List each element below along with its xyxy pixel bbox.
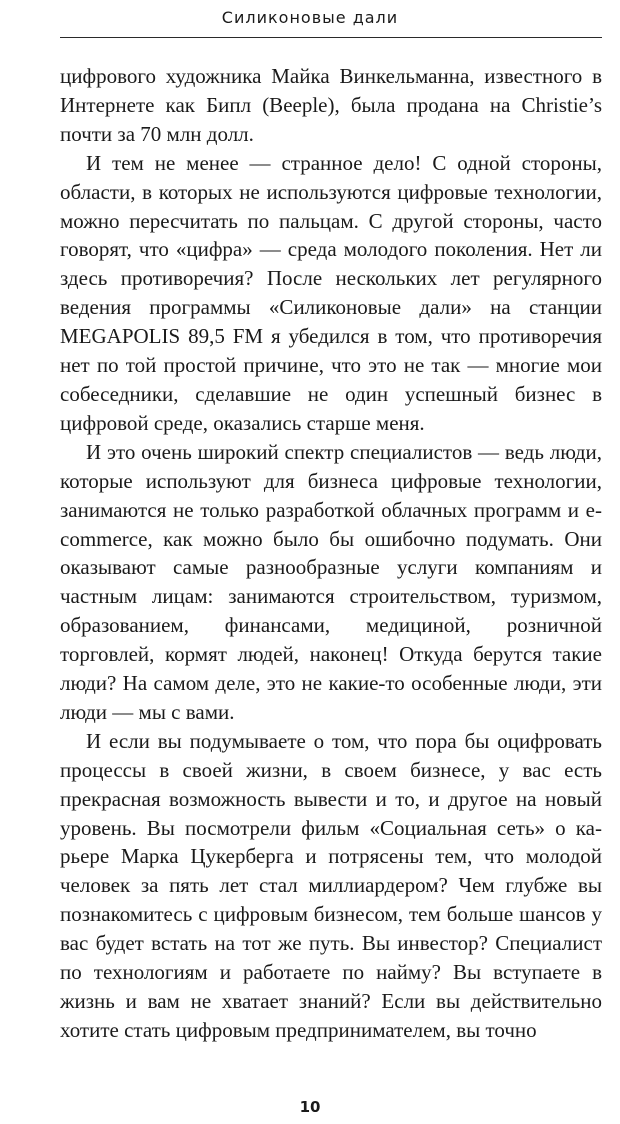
paragraph-2: И тем не менее — странное дело! С одной стороны, области, в которых не используются цифровые технологии, можно пересчитать по пальцам. С другой стороны, часто говорят, что «цифра» — среда молодого поколения. Нет ли здесь противоречия? После нескольких лет регулярного ведения программы «Силиконовые дали» на станции MEGAPOLIS 89,5 FM я убедился в том, что противоречия нет по той простой причине, что это не так — многие мои собеседники, сделавшие не один успешный бизнес в цифровой среде, оказались старше меня. bbox=[60, 150, 602, 435]
paragraph-1: цифрового художника Майка Винкельманна, известного в Интернете как Бипл (Beeple), была продана на Christie’s почти за 70 млн долл. bbox=[60, 64, 602, 146]
paragraph-4: И если вы подумываете о том, что пора бы оцифровать процессы в своей жизни, в своем бизнесе, у вас есть прекрасная возможность вывести и то, и другое на новый уровень. Вы посмотрели фильм «Социальная сеть» о карьере Марка Цукерберга и потрясены тем, что молодой человек за пять лет стал миллиардером? Чем глубже вы познакомитесь с цифровым бизнесом, тем больше шансов у вас будет встать на тот же путь. Вы инвестор? Специалист по технологиям и работаете по найму? Вы вступаете в жизнь и вам не хватает знаний? Если вы действительно хотите стать цифровым предпринимателем, вы точно bbox=[60, 728, 602, 1042]
running-title: Силиконовые дали bbox=[221, 8, 399, 27]
page-number: 10 bbox=[299, 1098, 321, 1116]
body-text bbox=[60, 62, 602, 1045]
paragraph-3: И это очень широкий спектр специалистов — ведь люди, которые используют для бизнеса цифровые технологии, занимаются не только разработкой облачных программ и e-commerce, как можно было бы ошибочно подумать. Они оказывают самые разнообразные услуги компаниям и частным лицам: занимаются строительством, туризмом, образованием, финансами, медициной, розничной торговлей, кормят людей, наконец! Откуда берутся такие люди? На самом деле, это не какие-то особенные люди, эти люди — мы с вами. bbox=[60, 439, 602, 724]
header-rule bbox=[60, 37, 602, 38]
